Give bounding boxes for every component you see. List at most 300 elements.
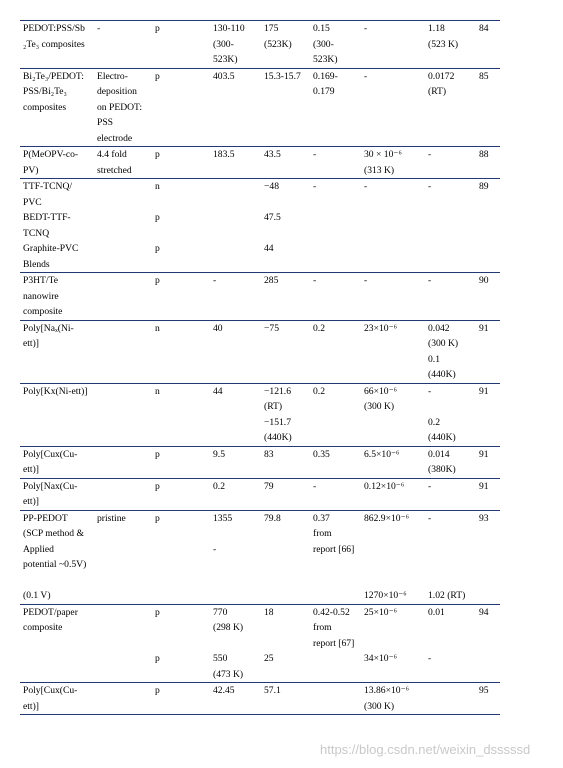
cell-text-line	[364, 542, 422, 558]
table-cell	[152, 273, 210, 321]
cell-text-line: 0.37	[313, 512, 330, 524]
cell-text-line	[364, 620, 422, 636]
table-cell	[94, 320, 152, 383]
cell-text-line: -	[313, 149, 317, 160]
cell-text-line: (300-	[313, 38, 334, 50]
table-row	[20, 179, 500, 273]
cell-text-line: Poly[Cux(Cu-	[23, 448, 78, 460]
cell-text-line: 89	[479, 181, 489, 192]
cell-text-line	[264, 226, 307, 242]
table-cell	[20, 68, 94, 147]
table-cell	[210, 383, 261, 446]
cell-text-line: p	[155, 149, 160, 160]
table-row	[20, 147, 500, 179]
table-cell	[361, 510, 425, 604]
table-cell	[94, 179, 152, 273]
cell-text-line: n	[155, 322, 160, 334]
cell-text-line: (300 K)	[428, 338, 459, 349]
table-cell	[152, 604, 210, 683]
table-row	[20, 21, 500, 69]
cell-text-line: PP-PEDOT	[23, 512, 68, 524]
cell-text-line: Applied	[23, 543, 54, 555]
table-cell	[94, 21, 152, 69]
cell-text-line: -	[213, 543, 217, 555]
table-cell	[210, 604, 261, 683]
table-cell	[476, 320, 500, 383]
table-cell	[20, 147, 94, 179]
cell-text-line: Poly[Naₓ(Ni-	[23, 322, 74, 334]
cell-text-line: 0.179	[313, 86, 335, 97]
watermark: https://blog.csdn.net/weixin_dsssssd	[320, 742, 531, 757]
cell-text-line: 183.5	[213, 149, 235, 160]
cell-text-line: on PEDOT:	[97, 101, 143, 113]
cell-text-line: -	[428, 149, 432, 160]
cell-text-line: PSS	[97, 117, 114, 128]
table-cell	[261, 383, 310, 446]
table-cell	[261, 179, 310, 273]
table-cell	[476, 510, 500, 604]
cell-text-line: 0.2	[313, 322, 325, 334]
table-cell	[361, 478, 425, 510]
cell-text-line	[155, 636, 207, 652]
table-cell	[361, 383, 425, 446]
table-cell	[361, 179, 425, 273]
cell-text-line: −151.7	[264, 416, 291, 428]
cell-text-line: 40	[213, 322, 223, 334]
cell-text-line	[213, 636, 258, 652]
cell-text-line: 91	[479, 385, 489, 397]
cell-text-line: p	[155, 275, 160, 286]
table-cell	[310, 383, 361, 446]
table-cell	[425, 383, 476, 446]
cell-text-line: -	[313, 275, 317, 286]
cell-text-line: 130-110	[213, 23, 245, 34]
cell-text-line: -	[313, 480, 317, 492]
cell-text-line: p	[155, 448, 160, 460]
cell-text-line: 0.1	[428, 353, 440, 365]
table-cell	[361, 320, 425, 383]
table-cell	[425, 604, 476, 683]
table-row	[20, 383, 500, 446]
cell-text-line: 862.9×10⁻⁶	[364, 512, 409, 524]
cell-text-line: 4.4 fold	[97, 149, 127, 160]
cell-text-line: report [67]	[313, 637, 355, 649]
cell-text-line: 94	[479, 606, 489, 618]
cell-text-line: 88	[479, 149, 489, 160]
table-cell	[152, 179, 210, 273]
cell-text-line: 175	[264, 23, 279, 34]
cell-text-line: 0.014	[428, 448, 450, 460]
cell-text-line: p	[155, 606, 160, 618]
cell-text-line	[428, 636, 473, 652]
cell-text-line: P(MeOPV-co-	[23, 149, 79, 160]
table-cell	[425, 273, 476, 321]
cell-text-line: 285	[264, 275, 279, 286]
cell-text-line	[213, 179, 258, 195]
cell-text-line: (300 K)	[364, 401, 395, 412]
table-cell	[94, 446, 152, 478]
table-cell	[261, 273, 310, 321]
table-cell	[94, 604, 152, 683]
cell-text-line: p	[155, 23, 160, 34]
table-cell	[210, 446, 261, 478]
table-cell	[152, 478, 210, 510]
table-cell	[261, 510, 310, 604]
cell-text-line: 91	[479, 322, 489, 334]
cell-text-line	[364, 526, 422, 542]
table-cell	[425, 320, 476, 383]
table-cell	[361, 21, 425, 69]
table-cell	[20, 683, 94, 715]
cell-text-line: 0.2	[313, 385, 325, 397]
cell-text-line: 85	[479, 70, 489, 82]
table-cell	[476, 604, 500, 683]
cell-text-line: from	[313, 528, 332, 539]
cell-text-line: p	[155, 212, 160, 223]
cell-text-line: −121.6	[264, 385, 291, 397]
cell-text-line: (523K)	[264, 38, 292, 50]
cell-text-line: p	[155, 480, 160, 492]
table-cell	[261, 21, 310, 69]
cell-text-line: −48	[264, 181, 280, 192]
cell-text-line: 0.01	[428, 606, 445, 618]
cell-text-line	[264, 636, 307, 652]
cell-text-line: 91	[479, 448, 489, 460]
table-cell	[310, 68, 361, 147]
cell-text-line: 79	[264, 480, 274, 492]
table-cell	[20, 478, 94, 510]
cell-text-line: Bi₂Te₃/PEDOT:	[23, 70, 84, 82]
table-cell	[210, 179, 261, 273]
table-cell	[210, 21, 261, 69]
table-cell	[310, 21, 361, 69]
table-cell	[425, 68, 476, 147]
cell-text-line: (523 K)	[428, 38, 459, 50]
cell-text-line: p	[155, 70, 160, 82]
cell-text-line: 44	[213, 385, 223, 397]
table-cell	[361, 446, 425, 478]
cell-text-line: PEDOT/paper	[23, 606, 78, 618]
cell-text-line: 9.5	[213, 448, 225, 460]
table-cell	[310, 510, 361, 604]
cell-text-line: -	[364, 70, 368, 82]
cell-text-line: Electro-	[97, 70, 128, 82]
table-row	[20, 446, 500, 478]
cell-text-line: 1355	[213, 512, 233, 524]
cell-text-line	[364, 636, 422, 652]
table-body	[20, 21, 500, 715]
table-cell	[210, 68, 261, 147]
cell-text-line	[364, 557, 422, 573]
cell-text-line: 25×10⁻⁶	[364, 606, 398, 618]
cell-text-line: Poly[Kx(Ni-ett)]	[23, 385, 88, 397]
cell-text-line: (0.1 V)	[23, 590, 51, 601]
table-cell	[476, 68, 500, 147]
cell-text-line: 0.169-	[313, 70, 338, 82]
table-row	[20, 320, 500, 383]
table-cell	[476, 683, 500, 715]
cell-text-line: (440K)	[428, 432, 456, 443]
table-cell	[361, 604, 425, 683]
table-cell	[310, 478, 361, 510]
cell-text-line: ett)]	[23, 464, 39, 475]
cell-text-line: (313 K)	[364, 164, 395, 176]
cell-text-line: 15.3-15.7	[264, 70, 301, 82]
table-cell	[152, 510, 210, 604]
cell-text-line: 79.8	[264, 512, 281, 524]
table-cell	[20, 383, 94, 446]
cell-text-line: 13.86×10⁻⁶	[364, 685, 409, 696]
table-cell	[210, 147, 261, 179]
cell-text-line	[97, 179, 149, 195]
cell-text-line: 25	[264, 653, 274, 664]
cell-text-line	[428, 620, 473, 636]
table-cell	[20, 604, 94, 683]
cell-text-line: ett)]	[23, 700, 39, 712]
cell-text-line	[23, 573, 91, 589]
table-cell	[476, 273, 500, 321]
cell-text-line: n	[155, 181, 160, 192]
cell-text-line: p	[155, 653, 160, 664]
cell-text-line: TTF-TCNQ/	[23, 181, 73, 192]
cell-text-line: deposition	[97, 86, 137, 97]
cell-text-line: -	[364, 181, 368, 192]
table-cell	[94, 683, 152, 715]
cell-text-line	[428, 542, 473, 558]
table-cell	[94, 478, 152, 510]
table-cell	[94, 273, 152, 321]
cell-text-line: 91	[479, 480, 489, 492]
cell-text-line	[428, 557, 473, 573]
cell-text-line: PSS/Bi₂Te₃	[23, 86, 67, 97]
cell-text-line: from	[313, 622, 332, 633]
table-cell	[210, 510, 261, 604]
cell-text-line: -	[428, 653, 432, 664]
table-cell	[152, 320, 210, 383]
cell-text-line: 95	[479, 685, 489, 696]
cell-text-line	[97, 605, 149, 621]
cell-text-line: Graphite-PVC	[23, 243, 79, 254]
table-cell	[152, 21, 210, 69]
cell-text-line: p	[155, 243, 160, 254]
table-cell	[310, 683, 361, 715]
data-table	[20, 20, 500, 715]
table-cell	[425, 683, 476, 715]
cell-text-line: 1.18	[428, 23, 445, 34]
cell-text-line: 44	[264, 243, 274, 254]
cell-text-line: n	[155, 385, 160, 397]
cell-text-line	[97, 683, 149, 699]
table-cell	[152, 683, 210, 715]
cell-text-line: 0.12×10⁻⁶	[364, 480, 405, 492]
table-cell	[152, 446, 210, 478]
table-cell	[361, 683, 425, 715]
table-cell	[361, 273, 425, 321]
cell-text-line	[155, 195, 207, 211]
cell-text-line: -	[428, 275, 432, 286]
cell-text-line: TCNQ	[23, 227, 50, 239]
table-cell	[261, 320, 310, 383]
cell-text-line: 0.2	[428, 416, 440, 428]
cell-text-line: (440K)	[264, 432, 292, 443]
cell-text-line: -	[97, 23, 101, 34]
table-cell	[310, 446, 361, 478]
table-cell	[476, 147, 500, 179]
cell-text-line: Poly[Cux(Cu-	[23, 685, 78, 696]
cell-text-line: −75	[264, 322, 280, 334]
table-cell	[20, 273, 94, 321]
cell-text-line: (SCP method &	[23, 528, 84, 539]
cell-text-line	[428, 683, 473, 699]
table-cell	[310, 273, 361, 321]
table-cell	[94, 147, 152, 179]
cell-text-line: 403.5	[213, 70, 235, 82]
cell-text-line: (473 K)	[213, 668, 244, 680]
cell-text-line: -	[428, 385, 432, 397]
cell-text-line: PV)	[23, 164, 39, 176]
cell-text-line	[313, 683, 358, 699]
cell-text-line: PEDOT:PSS/Sb	[23, 23, 85, 34]
cell-text-line	[97, 479, 149, 495]
cell-text-line: 42.45	[213, 685, 235, 696]
table-cell	[210, 273, 261, 321]
cell-text-line: (440K)	[428, 369, 456, 380]
table-row	[20, 683, 500, 715]
cell-text-line: p	[155, 512, 160, 524]
cell-text-line: 0.15	[313, 23, 330, 34]
table-cell	[425, 478, 476, 510]
table-cell	[476, 179, 500, 273]
cell-text-line: stretched	[97, 164, 132, 176]
cell-text-line: -	[428, 480, 432, 492]
cell-text-line	[97, 321, 149, 337]
cell-text-line	[364, 573, 422, 589]
cell-text-line: 0.35	[313, 448, 330, 460]
cell-text-line: report [66]	[313, 543, 355, 555]
cell-text-line: 84	[479, 23, 489, 34]
table-cell	[20, 21, 94, 69]
cell-text-line: 90	[479, 275, 489, 286]
cell-text-line: 93	[479, 512, 489, 524]
cell-text-line: ett)]	[23, 496, 39, 507]
cell-text-line	[97, 273, 149, 289]
cell-text-line	[428, 399, 473, 415]
cell-text-line	[213, 526, 258, 542]
cell-text-line: 34×10⁻⁶	[364, 653, 398, 664]
cell-text-line: composites	[23, 101, 67, 113]
cell-text-line: nanowire	[23, 290, 59, 302]
table-cell	[361, 147, 425, 179]
cell-text-line: 83	[264, 448, 274, 460]
table-cell	[152, 68, 210, 147]
cell-text-line: 770	[213, 606, 228, 618]
cell-text-line: 23×10⁻⁶	[364, 322, 398, 334]
table-row	[20, 510, 500, 604]
cell-text-line: electrode	[97, 132, 133, 144]
cell-text-line: 57.1	[264, 685, 281, 696]
cell-text-line	[155, 620, 207, 636]
table-cell	[425, 147, 476, 179]
cell-text-line: 0.2	[213, 480, 225, 492]
table-row	[20, 68, 500, 147]
cell-text-line: 0.42-0.52	[313, 606, 350, 618]
cell-text-line: PVC	[23, 196, 42, 208]
table-cell	[20, 446, 94, 478]
table-cell	[152, 383, 210, 446]
table-cell	[20, 179, 94, 273]
cell-text-line: -	[428, 512, 432, 524]
table-cell	[476, 478, 500, 510]
cell-text-line: (RT)	[428, 86, 447, 97]
cell-text-line: 18	[264, 606, 274, 618]
table-cell	[94, 383, 152, 446]
cell-text-line: P3HT/Te	[23, 275, 59, 286]
table-cell	[425, 21, 476, 69]
table-cell	[476, 446, 500, 478]
cell-text-line: 30 × 10⁻⁶	[364, 149, 402, 160]
table-cell	[261, 478, 310, 510]
cell-text-line: -	[428, 181, 432, 192]
table-cell	[261, 68, 310, 147]
cell-text-line: 523K)	[213, 54, 238, 65]
cell-text-line: (380K)	[428, 464, 456, 475]
cell-text-line: (300-	[213, 38, 234, 50]
table-cell	[310, 320, 361, 383]
table-cell	[20, 320, 94, 383]
table-cell	[261, 604, 310, 683]
table-cell	[210, 683, 261, 715]
cell-text-line: 47.5	[264, 212, 281, 223]
cell-text-line: -	[364, 275, 368, 286]
cell-text-line: BEDT-TTF-	[23, 212, 71, 223]
table-cell	[425, 446, 476, 478]
table-row	[20, 273, 500, 321]
table-cell	[310, 179, 361, 273]
cell-text-line: 523K)	[313, 54, 338, 65]
cell-text-line: (298 K)	[213, 622, 244, 633]
cell-text-line: -	[213, 275, 217, 286]
table-cell	[425, 179, 476, 273]
table-cell	[210, 320, 261, 383]
table-row	[20, 604, 500, 683]
table-cell	[425, 510, 476, 604]
cell-text-line: composite	[23, 622, 63, 633]
table-cell	[310, 604, 361, 683]
cell-text-line: Blends	[23, 258, 50, 270]
table-cell	[476, 383, 500, 446]
cell-text-line: p	[155, 685, 160, 696]
table-cell	[94, 68, 152, 147]
cell-text-line: 550	[213, 653, 228, 664]
cell-text-line: Poly[Nax(Cu-	[23, 480, 78, 492]
cell-text-line: ₂Te₃ composites	[23, 38, 85, 50]
cell-text-line	[264, 620, 307, 636]
cell-text-line: 6.5×10⁻⁶	[364, 448, 400, 460]
cell-text-line	[97, 447, 149, 463]
table-cell	[261, 147, 310, 179]
table-cell	[310, 147, 361, 179]
cell-text-line: 1.02 (RT)	[428, 590, 466, 601]
cell-text-line	[155, 226, 207, 242]
cell-text-line: 0.042	[428, 322, 450, 334]
table-cell	[261, 446, 310, 478]
cell-text-line: (300 K)	[364, 700, 395, 712]
table-cell	[94, 510, 152, 604]
table-cell	[20, 510, 94, 604]
cell-text-line: pristine	[97, 512, 126, 524]
cell-text-line: ett)]	[23, 338, 39, 349]
cell-text-line: 1270×10⁻⁶	[364, 590, 407, 601]
